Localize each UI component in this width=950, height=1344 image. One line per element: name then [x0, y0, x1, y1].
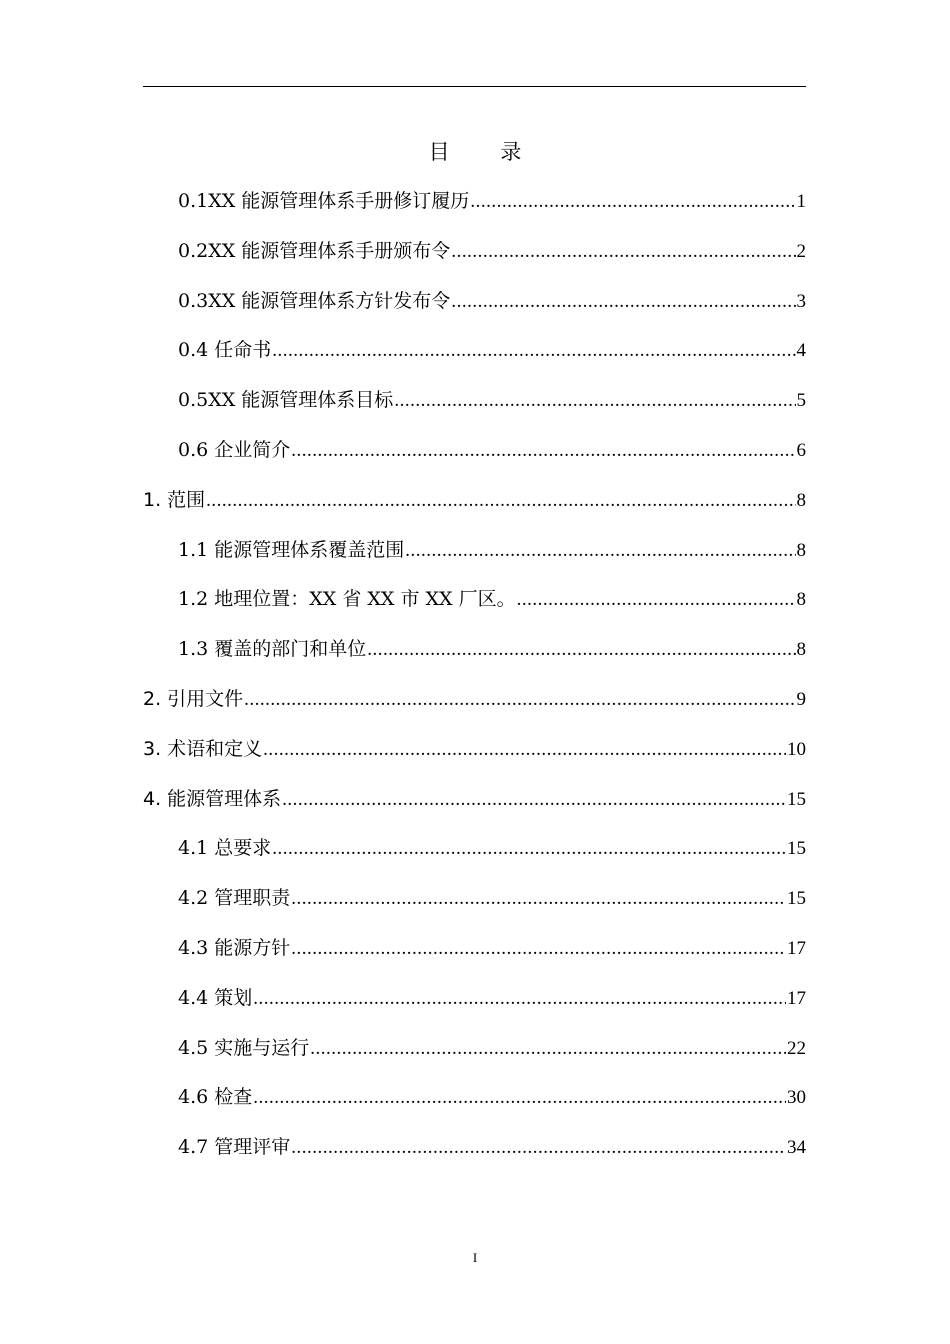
toc-leader-dots	[470, 188, 795, 216]
page-title: 目 录	[428, 140, 544, 164]
toc-entry-label: 0.3XX 能源管理体系方针发布令	[178, 289, 451, 312]
toc-entry-page: 6	[796, 439, 806, 461]
toc-entry[interactable]	[143, 884, 806, 934]
toc-leader-dots	[291, 935, 786, 963]
toc-entry-page: 8	[796, 489, 806, 511]
toc-leader-dots	[291, 437, 795, 465]
toc-entry-label: 4.2 管理职责	[178, 887, 291, 910]
toc-entry[interactable]	[143, 984, 806, 1034]
footer-page-number: I	[472, 1250, 478, 1265]
toc-entry[interactable]	[143, 834, 806, 884]
toc-entry[interactable]	[143, 785, 806, 835]
toc-entry-label: 1.3 覆盖的部门和单位	[178, 638, 367, 661]
toc-entry[interactable]	[143, 287, 806, 337]
toc-leader-dots	[282, 786, 786, 814]
toc-entry-label: 0.5XX 能源管理体系目标	[178, 389, 394, 412]
toc-leader-dots	[394, 387, 795, 415]
toc-entry[interactable]	[143, 585, 806, 635]
toc-leader-dots	[253, 985, 786, 1013]
toc-entry[interactable]	[143, 1133, 806, 1183]
toc-entry-page: 10	[787, 738, 806, 760]
toc-entry-label: 2. 引用文件	[143, 687, 244, 710]
toc-leader-dots	[253, 1084, 786, 1112]
toc-entry-label: 1.2 地理位置：XX 省 XX 市 XX 厂区。	[178, 588, 516, 611]
toc-entry-label: 4.1 总要求	[178, 837, 272, 860]
toc-entry-label: 0.6 企业简介	[178, 438, 291, 461]
toc-entry-page: 5	[796, 390, 806, 412]
toc-entry[interactable]	[143, 436, 806, 486]
toc-entry-label: 4. 能源管理体系	[143, 787, 282, 810]
toc-entry[interactable]	[143, 685, 806, 735]
toc-entry[interactable]	[143, 934, 806, 984]
toc-entry[interactable]	[143, 486, 806, 536]
toc-leader-dots	[291, 885, 786, 913]
toc-entry-page: 34	[787, 1137, 806, 1159]
toc-entry[interactable]	[143, 1034, 806, 1084]
toc-leader-dots	[517, 586, 796, 614]
toc-entry-page: 22	[787, 1037, 806, 1059]
toc-entry-page: 17	[787, 987, 806, 1009]
toc-leader-dots	[310, 1035, 786, 1063]
toc-entry[interactable]	[143, 187, 806, 237]
toc-entry[interactable]	[143, 536, 806, 586]
toc-entry-page: 8	[796, 589, 806, 611]
toc-entry-page: 15	[787, 888, 806, 910]
toc-leader-dots	[367, 636, 795, 664]
toc-entry-page: 8	[796, 539, 806, 561]
toc-entry-page: 30	[787, 1087, 806, 1109]
toc-entry[interactable]	[143, 1083, 806, 1133]
toc-entry-label: 1.1 能源管理体系覆盖范围	[178, 538, 405, 561]
toc-entry-label: 0.1XX 能源管理体系手册修订履历	[178, 190, 470, 212]
toc-entry-page: 17	[787, 937, 806, 959]
toc-entry-label: 0.4 任命书	[178, 339, 272, 362]
toc-entry-label: 4.3 能源方针	[178, 936, 291, 959]
toc-entry-page: 9	[796, 688, 806, 710]
toc-entry[interactable]	[143, 735, 806, 785]
toc-entry-page: 1	[796, 191, 806, 212]
toc-entry-label: 4.5 实施与运行	[178, 1036, 310, 1059]
toc-leader-dots	[272, 337, 795, 365]
toc-entry-page: 15	[787, 788, 806, 810]
toc-leader-dots	[272, 835, 786, 863]
toc-entry-page: 3	[796, 290, 806, 312]
toc-entry-page: 4	[796, 340, 806, 362]
toc-entry-label: 1. 范围	[143, 488, 206, 511]
toc-leader-dots	[206, 487, 795, 515]
toc-leader-dots	[451, 238, 795, 266]
toc-entry[interactable]	[143, 336, 806, 386]
toc-entry-label: 4.4 策划	[178, 986, 253, 1009]
toc-entry-label: 4.7 管理评审	[178, 1136, 291, 1159]
toc-entry[interactable]	[143, 386, 806, 436]
toc-entry-label: 3. 术语和定义	[143, 737, 263, 760]
toc-leader-dots	[405, 537, 795, 565]
toc-entry[interactable]	[143, 635, 806, 685]
header-rule	[143, 86, 806, 87]
toc-entry-page: 15	[787, 838, 806, 860]
toc-entry-label: 0.2XX 能源管理体系手册颁布令	[178, 239, 451, 262]
toc-leader-dots	[451, 288, 795, 316]
toc-entry[interactable]	[143, 237, 806, 287]
toc-leader-dots	[244, 686, 795, 714]
toc-leader-dots	[263, 736, 786, 764]
table-of-contents	[143, 187, 806, 1183]
toc-entry-label: 4.6 检查	[178, 1086, 253, 1109]
toc-entry-page: 8	[796, 639, 806, 661]
toc-leader-dots	[291, 1134, 786, 1162]
toc-entry-page: 2	[796, 240, 806, 262]
